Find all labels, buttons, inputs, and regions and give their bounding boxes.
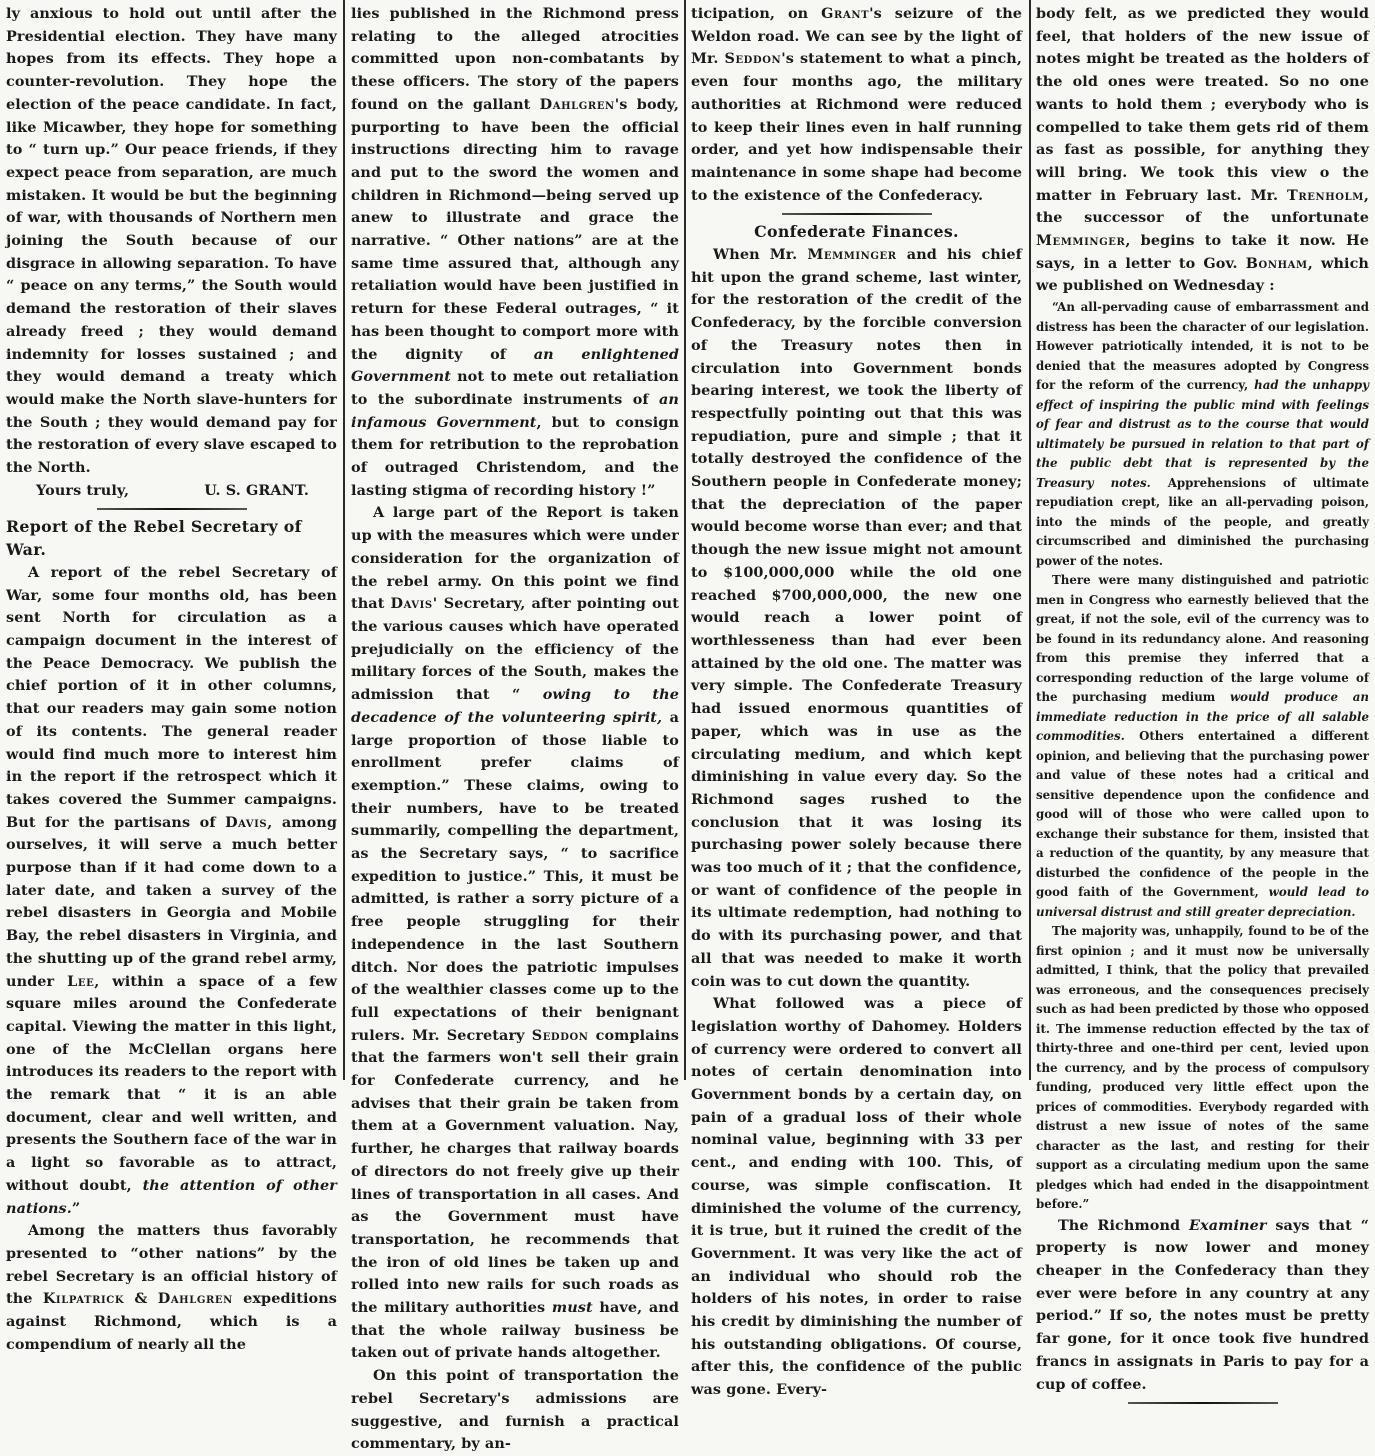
column-1 <box>0 0 343 1353</box>
column-4 <box>1030 0 1375 1393</box>
section-divider <box>97 508 247 510</box>
article-paragraph: On this point of transportation the rebel Secretary's admissions are suggestive, and furnish a practical commentary, by an- <box>351 1367 679 1453</box>
block-quote <box>1036 298 1369 1215</box>
article-paragraph: Among the matters thus favorably presented to “other nations” by the rebel Secretary is an official history of the Kilpatrick & Dahlgren expeditions against Richmond, which is a compendium of nearly all the <box>6 1222 337 1353</box>
grant-letter-ending: ly anxious to hold out until after the Presidential election. They have many hopes from its effects. They hope a counter-revolution. They hope the election of the peace candidate. In fact, like Micawber, they hope for something to “ turn up.” Our peace friends, if they expect peace from separation, are much mistaken. It would be but the beginning of war, with thousands of Northern men joining the South because of our disgrace in allowing separation. To have “ peace on any terms,” the South would demand the restoration of their slaves already freed ; they would demand indemnity for losses sustained ; and they would demand a treaty which would make the North slave-hunters for the South ; they would demand pay for the restoration of every slave escaped to the North. <box>6 5 337 477</box>
article-paragraph: ticipation, on Grant's seizure of the Weldon road. We can see by the light of Mr. Seddon's statement to what a pinch, even four months ago, the military authorities at Richmond were reduced to keep their lines even in half running order, and yet how indispensable their maintenance in some shape had become to the existence of the Confederacy. <box>691 5 1023 204</box>
signoff-closing: Yours truly, <box>36 481 130 499</box>
column-2 <box>345 0 685 1453</box>
article-paragraph: lies published in the Richmond press relating to the alleged atrocities committed upon non-combatants by these officers. The story of the papers found on the gallant Dahlgren's body, purporting to have been the official instructions directing him to ravage and put to the sword the women and children in Richmond—being served up anew to illustrate and grace the narrative. “ Other nations” are at the same time assured that, although any retaliation would have been justified in return for these Federal outrages, “ it has been thought to comport more with the dignity of an enlightened Government not to mete out retaliation to the subordinate instruments of an infamous Government, but to consign them for retribution to the reprobation of outraged Christendom, and the lasting stigma of recording history !” <box>351 5 680 499</box>
quote-paragraph: “An all-pervading cause of embarrassment and distress has been the character of our legislation. However patriotically intended, it is not to be denied that the measures adopted by Congress for the reform of the currency, had the unhappy effect of inspiring the public mind with feelings of fear and distrust as to the course that would ultimately be pursued in relation to that part of the public debt that is represented by the Treasury notes. Apprehensions of ultimate repudiation crept, like an all-pervading poison, into the minds of the people, and greatly circumscribed and diminished the purchasing power of the notes. <box>1036 300 1369 568</box>
section-divider <box>782 213 932 215</box>
article-paragraph: A report of the rebel Secretary of War, some four months old, has been sent North for circulation as a campaign document in the interest of the Peace Democracy. We publish the chief portion of it in other columns, that our readers may gain some notion of its contents. The general reader would find much more to interest him in the report if the retrospect which it takes covered the Summer campaigns. But for the partisans of Davis, among ourselves, it will serve a much better purpose than if it had come down to a later date, and taken a survey of the rebel disasters in Georgia and Mobile Bay, the rebel disasters in Virginia, and the shutting up of the grand rebel army, under Lee, within a space of a few square miles around the Confederate capital. Viewing the matter in this light, one of the McClellan organs here introduces its readers to the report with the remark that “ it is an able document, clear and well written, and presents the Southern face of the war in a light so favorable as to attract, without doubt, the attention of other nations.” <box>6 563 338 1217</box>
article-paragraph: What followed was a piece of legislation worthy of Dahomey. Holders of currency were ordered to convert all notes of certain denomination into Government bonds by a certain day, on pain of a gradual loss of their whole nominal value, beginning with 33 per cent., and ending with 100. This, of course, was simple confiscation. It diminished the volume of the currency, it is true, but it ruined the credit of the Government. It was very like the act of an individual who should rob the holders of his notes, in order to raise his credit by diminishing the number of his outstanding obligations. Of course, after this, the confidence of the public was gone. Every- <box>691 995 1022 1399</box>
section-divider <box>1128 1402 1278 1404</box>
quote-paragraph: There were many distinguished and patriotic men in Congress who earnestly believed that the great, if not the sole, evil of the currency was to be found in its redundancy alone. And reasoning from this premise they inferred that a corresponding reduction of the large volume of the purchasing medium would produce an immediate reduction in the price of all salable commodities. Others entertained a different opinion, and believing that the purchasing power and value of these notes had a critical and sensitive dependence upon the confidence and good will of those who were called upon to exchange their substance for them, insisted that a reduction of the quantity, by any measure that disturbed the confidence of the people in the good faith of the Government, would lead to universal distrust and still greater depreciation. <box>1036 573 1370 919</box>
article-paragraph: The Richmond Examiner says that “ property is now lower and money cheaper in the Confederacy than they ever were before in any country at any period.” If so, the notes must be pretty far gone, for it once took five hundred francs in assignats in Paris to pay for a cup of coffee. <box>1036 1216 1369 1393</box>
article-paragraph: When Mr. Memminger and his chief hit upon the grand scheme, last winter, for the restoration of the credit of the Confederacy, by the forcible conversion of the Treasury notes then in circulation into Government bonds bearing interest, we took the liberty of respectfully pointing out that this was repudiation, pure and simple ; that it totally destroyed the confidence of the Southern people in Confederate money; that the depreciation of the paper would become worse than ever; and that though the new issue might not amount to $100,000,000 while the old one reached $700,000,000, the new one would reach a lower point of worthlesseness than had ever been attained by the old one. The matter was very simple. The Confederate Treasury had issued enormous quantities of paper, which was in use as the circulating medium, and which kept diminishing in value every day. So the Richmond sages rushed to the conclusion that it was losing its purchasing power solely because there was too much of it ; that the confidence, or want of confidence of the people in its ultimate redemption, had nothing to do with its purchasing power, and that all that was needed to make it worth coin was to cut down the quantity. <box>691 246 1022 990</box>
letter-signoff <box>6 480 337 503</box>
article-paragraph: A large part of the Report is taken up with the measures which were under consideration for the organization of the rebel army. On this point we find that Davis' Secretary, after pointing out the various causes which have operated prejudicially on the efficiency of the military forces of the South, makes the admission that “ owing to the decadence of the volunteering spirit, a large proportion of those liable to enrollment prefer claims of exemption.” These claims, owing to their numbers, have to be treated summarily, compelling the department, as the Secretary says, “ to sacrifice expedition to justice.” This, it must be admitted, is rather a sorry picture of a free people struggling for their independence in the last Southern ditch. Nor does the patriotic impulses of the wealthier classes come up to the full expectations of their benignant rulers. Mr. Secretary Seddon complains that the farmers won't sell their grain for Confederate currency, and he advises that their grain be taken from them at a Government valuation. Nay, further, he charges that railway boards of directors do not freely give up their lines of transportation in all cases. And as the Government must have transportation, he recommends that the iron of old lines be taken up and rolled into new rails for such roads as the military authorities must have, and that the whole railway business be taken out of private hands altogether. <box>351 504 679 1362</box>
article-paragraph: body felt, as we predicted they would feel, that holders of the new issue of notes might be treated as the holders of the old ones were treated. So no one wants to hold them ; everybody who is compelled to take them gets rid of them as fast as possible, for anything they will bring. We took this view o the matter in February last. Mr. Trenholm, the successor of the unfortunate Memminger, begins to take it now. He says, in a letter to Gov. Bonham, which we published on Wednesday : <box>1036 5 1369 295</box>
article-headline: Report of the Rebel Secretary of War. <box>6 517 302 560</box>
quote-paragraph: The majority was, unhappily, found to be of the first opinion ; and it must now be universally admitted, I think, that the policy that prevailed was erroneous, and the consequences precisely such as had been predicted by those who opposed it. The immense reduction effected by the tax of thirty-three and one-third per cent, levied upon the currency, and by the process of compulsory funding, produced very little effect upon the prices of commodities. Everybody regarded with distrust a new issue of notes of the same character as the last, and resting for their support as a circulating medium upon the same pledges which had ended in the disappointment before.” <box>1036 924 1369 1212</box>
signoff-name: U. S. GRANT. <box>204 481 309 499</box>
column-3 <box>685 0 1028 1399</box>
article-headline: Confederate Finances. <box>754 222 959 242</box>
